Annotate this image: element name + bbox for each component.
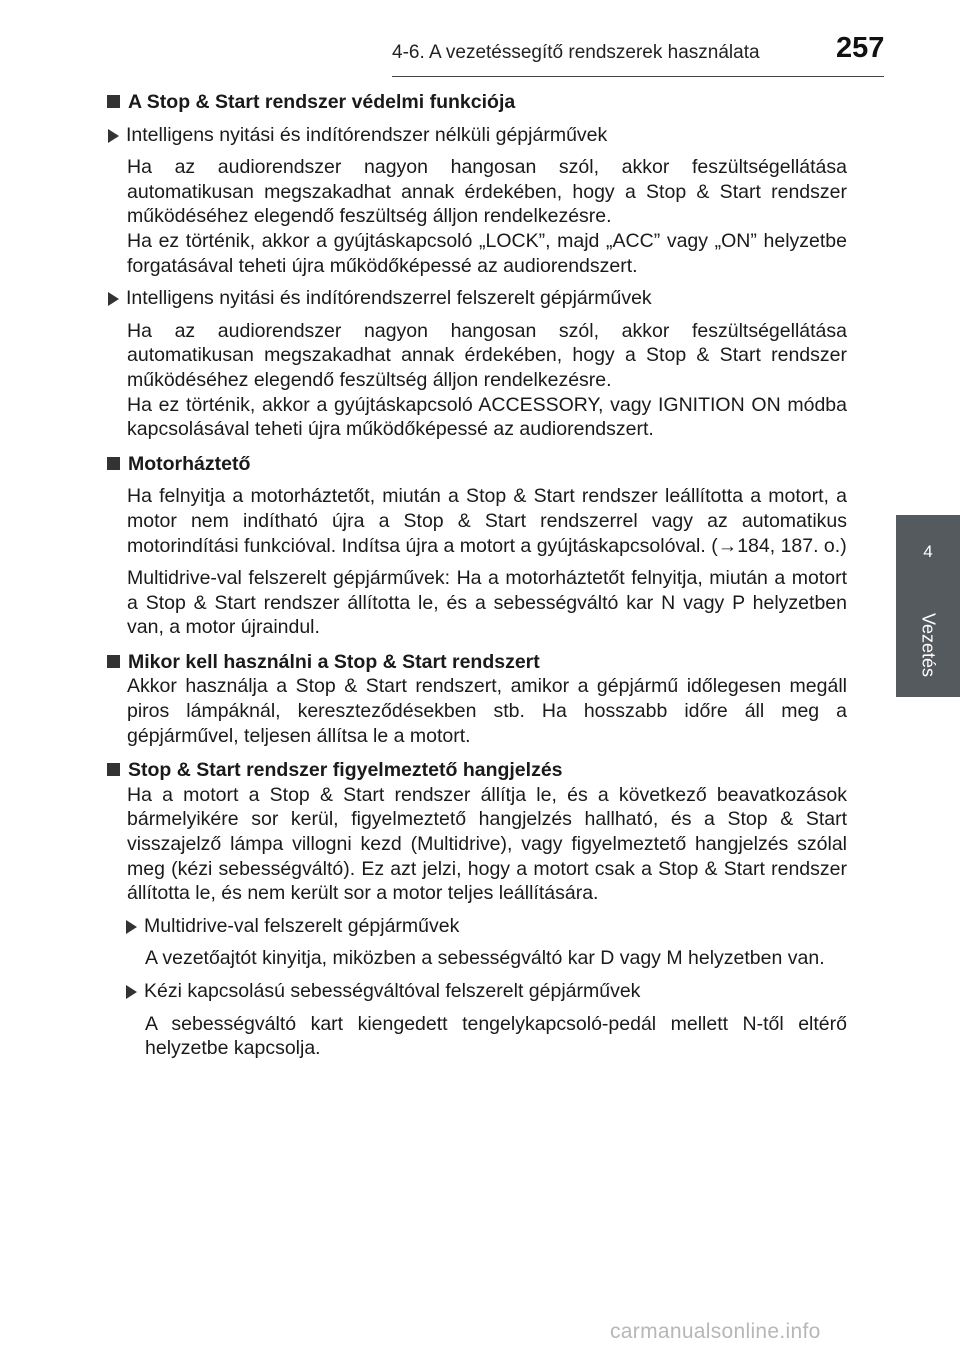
square-bullet-icon <box>107 457 120 470</box>
sub-heading: Intelligens nyitási és indítórendszer nélküli gépjárművek <box>107 123 847 148</box>
paragraph: Ha ez történik, akkor a gyújtáskapcsoló „LOCK”, majd „ACC” vagy „ON” helyzetbe forgatásával teheti újra működőképessé az audiorendszert. <box>127 229 847 277</box>
chapter-number: 4 <box>923 542 933 561</box>
paragraph: Ha az audiorendszer nagyon hangosan szól, akkor feszültségellátása automatikusan megszakadhat annak érdekében, hogy a Stop & Start rendszer működéséhez elegendő feszültség álljon rendelkezésre. <box>127 319 847 391</box>
sub-heading: Kézi kapcsolású sebességváltóval felszerelt gépjárművek <box>125 979 847 1004</box>
triangle-bullet-icon <box>126 985 137 999</box>
page-header <box>0 0 960 80</box>
square-bullet-icon <box>107 95 120 108</box>
section-heading: Motorháztető <box>107 452 847 477</box>
paragraph: Ha ez történik, akkor a gyújtáskapcsoló ACCESSORY, vagy IGNITION ON módba kapcsolásával teheti újra működőképessé az audiorendszert. <box>127 393 847 441</box>
triangle-bullet-icon <box>108 129 119 143</box>
nested-list <box>125 914 847 1061</box>
sub-heading: Multidrive-val felszerelt gépjárművek <box>125 914 847 939</box>
square-bullet-icon <box>107 655 120 668</box>
paragraph: A vezetőajtót kinyitja, miközben a sebességváltó kar D vagy M helyzetben van. <box>145 947 825 970</box>
sub-heading: Intelligens nyitási és indítórendszerrel felszerelt gépjárművek <box>107 286 847 311</box>
triangle-bullet-icon <box>108 292 119 306</box>
section-heading: Mikor kell használni a Stop & Start rendszert <box>107 650 847 675</box>
paragraph: Ha felnyitja a motorháztetőt, miután a Stop & Start rendszer leállította a motort, a motor nem indítható újra a Stop & Start rendszerrel vagy az automatikus motorindítási funkcióval. Indítsa újra a motort a gyújtáskapcsolóval. (→184, 187. o.) <box>127 485 847 557</box>
chapter-label: Vezetés <box>918 612 939 678</box>
section-heading: Stop & Start rendszer figyelmeztető hangjelzés <box>107 758 847 783</box>
triangle-bullet-icon <box>126 920 137 934</box>
chapter-title: 4-6. A vezetéssegítő rendszerek használata <box>392 42 760 63</box>
section-heading: A Stop & Start rendszer védelmi funkciója <box>107 90 847 115</box>
paragraph: Akkor használja a Stop & Start rendszert, amikor a gépjármű időlegesen megáll piros lámpáknál, kereszteződésekben stb. Ha hosszabb időre áll meg a gépjárművel, teljesen állítsa le a motort. <box>127 675 847 747</box>
page-number: 257 <box>836 32 885 64</box>
chapter-side-tab <box>896 515 960 697</box>
header-divider <box>392 76 884 77</box>
paragraph: A sebességváltó kart kiengedett tengelykapcsoló-pedál mellett N-től eltérő helyzetbe kapcsolja. <box>145 1012 847 1060</box>
paragraph: Ha az audiorendszer nagyon hangosan szól, akkor feszültségellátása automatikusan megszakadhat annak érdekében, hogy a Stop & Start rendszer működéséhez elegendő feszültség álljon rendelkezésre. <box>127 156 847 228</box>
paragraph: Multidrive-val felszerelt gépjárművek: Ha a motorháztetőt felnyitja, miután a motort a Stop & Start rendszer állította le, és a sebességváltó kar N vagy P helyzetben van, a motor újraindul. <box>127 567 847 639</box>
page-content <box>107 90 847 1061</box>
site-watermark: carmanualsonline.info <box>610 1320 821 1343</box>
square-bullet-icon <box>107 763 120 776</box>
paragraph: Ha a motort a Stop & Start rendszer állítja le, és a következő beavatkozások bármelyikére sor kerül, figyelmeztető hangjelzés hallható, és a Stop & Start visszajelző lámpa villogni kezd (Multidrive), vagy figyelmeztető hangjelzés szólal meg (kézi sebességváltó). Ez azt jelzi, hogy a motort csak a Stop & Start rendszer állította le, és nem került sor a motor teljes leállítására. <box>127 783 847 905</box>
